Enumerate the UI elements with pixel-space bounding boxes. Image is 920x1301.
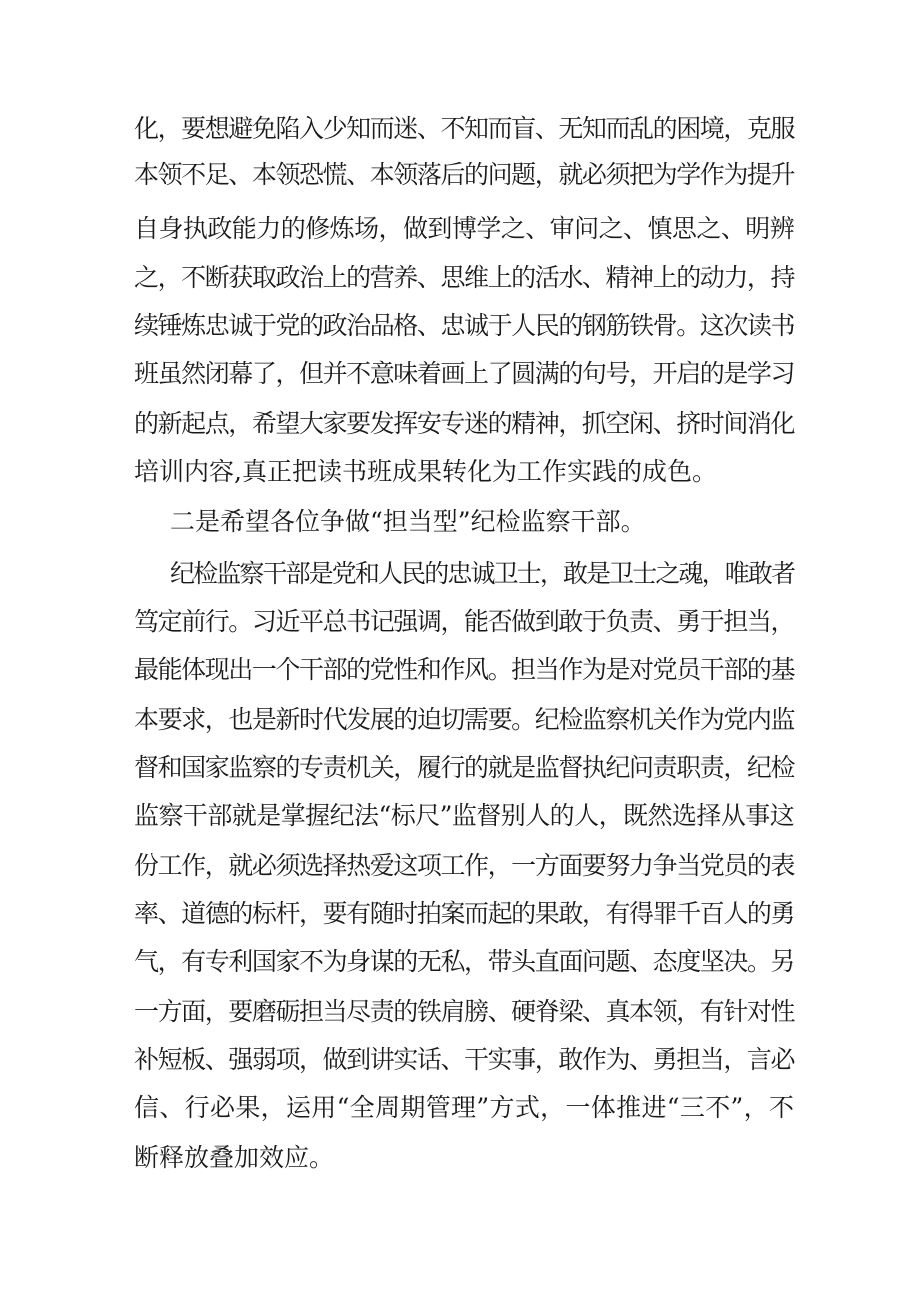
text-line-14: 督和国家监察的专责机关，履行的就是监督执纪问责职责，纪检 bbox=[134, 753, 794, 782]
text-line-8: 培训内容,真正把读书班成果转化为工作实践的成色。 bbox=[134, 457, 717, 486]
text-line-16: 份工作，就必须选择热爱这项工作，一方面要努力争当党员的表 bbox=[134, 851, 794, 880]
text-line-2: 本领不足、本领恐慌、本领落后的问题，就必须把为学作为提升 bbox=[134, 160, 794, 189]
text-line-10: 纪检监察干部是党和人民的忠诚卫士，敢是卫士之魂，唯敢者 bbox=[170, 559, 794, 588]
text-line-17: 率、道德的标杆，要有随时拍案而起的果敢，有得罪千百人的勇 bbox=[134, 899, 794, 928]
text-line-1: 化，要想避免陷入少知而迷、不知而盲、无知而乱的困境，克服 bbox=[134, 114, 794, 143]
text-line-5: 续锤炼忠诚于党的政治品格、忠诚于人民的钢筋铁骨。这次读书 bbox=[134, 311, 794, 340]
text-line-13: 本要求，也是新时代发展的迫切需要。纪检监察机关作为党内监 bbox=[134, 705, 794, 734]
text-line-6: 班虽然闭幕了，但并不意味着画上了圆满的句号，开启的是学习 bbox=[134, 359, 794, 388]
text-line-20: 补短板、强弱项，做到讲实话、干实事，敢作为、勇担当，言必 bbox=[134, 1045, 794, 1074]
text-line-11: 笃定前行。习近平总书记强调，能否做到敢于负责、勇于担当， bbox=[134, 607, 794, 636]
section-heading: 二是希望各位争做“担当型”纪检监察干部。 bbox=[170, 507, 646, 536]
text-line-12: 最能体现出一个干部的党性和作风。担当作为是对党员干部的基 bbox=[134, 655, 794, 684]
text-line-7: 的新起点，希望大家要发挥安专迷的精神，抓空闲、挤时间消化 bbox=[134, 409, 794, 438]
text-line-18: 气，有专利国家不为身谋的无私，带头直面问题、态度坚决。另 bbox=[134, 947, 794, 976]
text-line-19: 一方面，要磨砺担当尽责的铁肩膀、硬脊梁、真本领，有针对性 bbox=[134, 997, 794, 1026]
text-line-4: 之，不断获取政治上的营养、思维上的活水、精神上的动力，持 bbox=[134, 263, 794, 292]
text-line-3: 自身执政能力的修炼场，做到博学之、审问之、慎思之、明辨 bbox=[134, 214, 794, 243]
text-line-21: 信、行必果，运用“全周期管理”方式，一体推进“三不”，不 bbox=[134, 1093, 794, 1122]
text-line-15: 监察干部就是掌握纪法“标尺”监督别人的人，既然选择从事这 bbox=[134, 801, 794, 830]
text-line-22: 断释放叠加效应。 bbox=[134, 1143, 335, 1172]
